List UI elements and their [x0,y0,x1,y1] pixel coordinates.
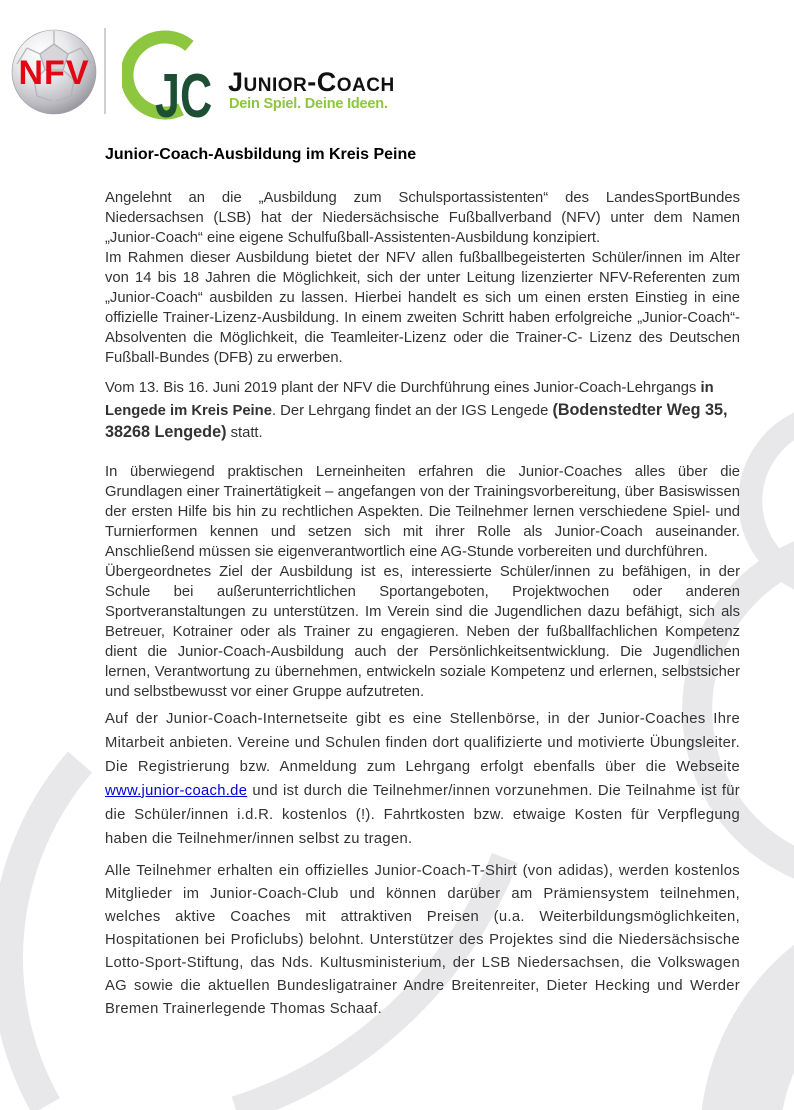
registration-text1: Auf der Junior-Coach-Internetseite gibt es eine Stellenbörse, in der Junior-Coaches Ihre Mitarbeit anbieten. Vereine und Schulen finden dort qualifizierte und motivierte Übungsleiter. Die Registrierung bzw. Anmeldung zum Lehrgang erfolgt ebenfalls über die Webseite [105,710,740,775]
course-location-bold: in Lengede im Kreis Peine [105,380,714,419]
watermark-left-arc [7,762,80,1106]
letter-body [105,146,740,1021]
jc-tagline: Dein Spiel. Deine Ideen. [229,96,388,112]
paragraph-course-details [105,378,740,445]
document-title: Junior-Coach-Ausbildung im Kreis Peine [105,146,417,163]
watermark-corner-ring [740,930,794,1110]
junior-coach-logo [122,24,237,130]
course-details-text1: Vom 13. Bis 16. Juni 2019 plant der NFV die Durchführung eines Junior-Coach-Lehrgangs [105,380,701,396]
watermark-right-crescent [750,424,794,578]
paragraph-registration [105,707,740,851]
letterhead [0,0,794,140]
junior-coach-website-link[interactable]: www.junior-coach.de [105,782,248,799]
paragraph-intro-part2: Im Rahmen dieser Ausbildung bietet der NFV allen fußballbegeisterten Schüler/innen im Alter von 14 bis 18 Jahren die Möglichkeit, sich der unter Leitung lizenzierter NFV-Referenten zum „Junior-Coach“ ausbilden zu lassen. Hierbei handelt es sich um einen ersten Einstieg in eine offizielle Trainer-Lizenz-Ausbildung. In einem zweiten Schritt haben erfolgreiche „Junior-Coach“-Absolventen die Möglichkeit, die Teamleiter-Lizenz oder die Trainer-C- Lizenz des Deutschen Fußball-Bundes (DFB) zu erwerben. [105,250,740,366]
training-content-part2: Übergeordnetes Ziel der Ausbildung ist es, interessierte Schüler/innen zu befähigen, in der Schule bei außerunterrichtlichen Sportangeboten, Projektwochen oder anderen Sportveranstaltungen zu unterstützen. Im Verein sind die Jugendlichen dazu befähigt, sich als Betreuer, Kotrainer oder als Trainer zu engagieren. Neben der fußballfachlichen Kompetenz dient die Junior-Coach-Ausbildung auch der Persönlichkeitsentwicklung. Die Jugendlichen lernen, Verantwortung zu übernehmen, entwickeln soziale Kompetenz und erlernen, selbstsicher und selbstbewusst vor einer Gruppe aufzutreten. [105,563,740,700]
paragraph-intro [105,188,740,368]
course-address-bold: (Bodenstedter Weg 35, 38268 Lengede) [105,400,728,441]
jc-monogram: JC [155,61,213,130]
paragraph-benefits: Alle Teilnehmer erhalten ein offizielles Junior-Coach-T-Shirt (von adidas), werden kostenlos Mitglieder im Junior-Coach-Club und können darüber am Prämiensystem teilnehmen, welches aktive Coaches mit attraktiven Preisen (u.a. Weiterbildungsmöglichkeiten, Hospitationen bei Proficlubs) belohnt. Unterstützer des Projektes sind die Niedersächsische Lotto-Sport-Stiftung, das Nds. Kultusministerium, der LSB Niedersachsen, die Volkswagen AG sowie die aktuellen Bundesligatrainer Andre Breitenreiter, Dieter Hecking und Werder Bremen Trainerlegende Thomas Schaaf. [105,862,740,1017]
jc-wordmark: Junior-Coach [228,67,395,97]
course-details-text2: . Der Lehrgang findet an der IGS Lengede [271,402,553,419]
nfv-logo [4,22,104,122]
registration-text2: und ist durch die Teilnehmer/innen vorzunehmen. Die Teilnahme ist für die Schüler/innen i.d.R. kostenlos (!). Fahrtkosten bzw. etwaige Kosten für Verpflegung haben die Teilnehmer/innen selbst zu tragen. [105,782,740,847]
paragraph-training-content [105,462,740,702]
course-details-text3: statt. [226,425,263,441]
paragraph-intro-part1: Angelehnt an die „Ausbildung zum Schulsportassistenten“ des LandesSportBundes Niedersachsen (LSB) hat der Niedersächsische Fußballverband (NFV) unter dem Namen „Junior-Coach“ eine eigene Schulfußball-Assistenten-Ausbildung konzipiert. [105,190,740,246]
training-content-part1: In überwiegend praktischen Lerneinheiten erfahren die Junior-Coaches alles über die Grundlagen einer Trainertätigkeit – angefangen von der Trainingsvorbereitung, über Basiswissen der ersten Hilfe bis hin zu rechtlichen Aspekten. Die Teilnehmer lernen verschiedene Spiel- und Turnierformen kennen und setzen sich mit ihrer Rolle als Junior-Coach auseinander. Anschließend müssen sie eigenverantwortlich eine AG-Stunde vorbereiten und durchführen. [105,463,740,560]
nfv-logo-text: NFV [18,54,90,92]
logo-divider [104,28,106,114]
